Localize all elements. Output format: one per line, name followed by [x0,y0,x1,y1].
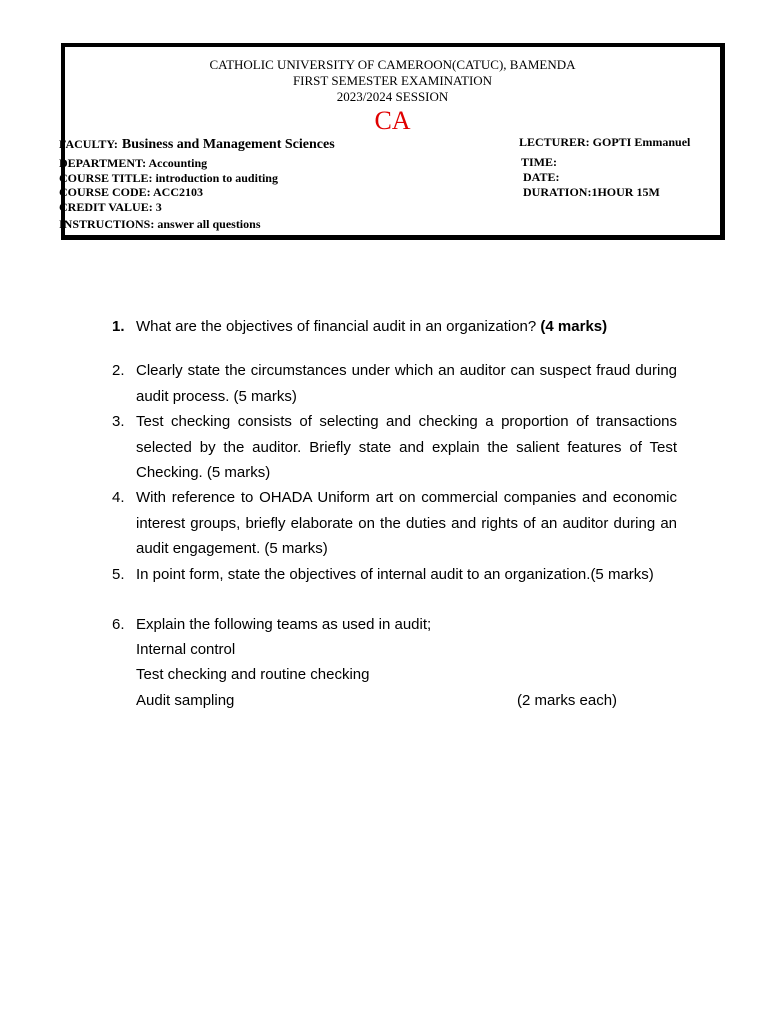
lecturer: LECTURER: GOPTI Emmanuel [519,135,691,149]
department-row [59,155,365,171]
marks-each: (2 marks each) [517,692,618,709]
question-6 [112,612,677,638]
instructions-row [59,216,365,232]
question-1 [112,314,677,340]
question-text: Clearly state the circumstances under which an auditor can suspect fraud during audit process. (5 marks) [136,362,677,405]
credit-value-row [59,199,365,215]
course-title: COURSE TITLE: introduction to auditing [59,171,278,185]
faculty-value: Business and Management Sciences [121,137,335,152]
course-code-row [59,184,365,200]
credit-value: CREDIT VALUE: 3 [59,200,162,214]
time-field: TIME: [521,155,557,169]
question-text: With reference to OHADA Uniform art on commercial companies and economic interest groups, briefly elaborate on the duties and rights of an auditor during an audit engagement. (5 marks) [136,489,677,557]
ca-stamp: CA [374,106,411,135]
exam-header [61,43,725,240]
question-number: 2. [112,362,125,379]
department: DEPARTMENT: Accounting [59,156,208,170]
sub-item-audit-sampling: Audit sampling [136,692,235,709]
question-text: In point form, state the objectives of internal audit to an organization.(5 marks) [136,566,654,583]
exam-title: FIRST SEMESTER EXAMINATION [292,73,493,88]
question-3 [112,409,677,486]
faculty-row [59,136,405,152]
question-text: What are the objectives of financial audit in an organization? [136,318,537,335]
question-number: 3. [112,413,125,430]
question-number: 6. [112,616,125,633]
session: 2023/2024 SESSION [336,89,449,104]
duration: DURATION:1HOUR 15M [523,185,660,199]
question-number: 4. [112,489,125,506]
sub-item-internal-control: Internal control [136,641,236,658]
question-number: 1. [112,318,125,335]
question-marks: (4 marks) [540,318,608,335]
question-number: 5. [112,566,125,583]
question-text: Test checking consists of selecting and checking a proportion of transactions selected by the auditor. Briefly state and explain the salient features of Test Checking. (5 marks) [136,413,677,481]
question-4 [112,485,677,562]
sub-item-test-checking: Test checking and routine checking [136,666,370,683]
date-field: DATE: [523,170,560,184]
course-code: COURSE CODE: ACC2103 [59,185,204,199]
university-name: CATHOLIC UNIVERSITY OF CAMEROON(CATUC), BAMENDA [209,57,576,72]
question-2 [112,358,677,409]
question-text: Explain the following teams as used in audit; [136,616,432,633]
faculty-label: FACULTY: [59,137,118,151]
instructions: INSTRUCTIONS: answer all questions [59,217,261,231]
question-5 [112,562,677,588]
